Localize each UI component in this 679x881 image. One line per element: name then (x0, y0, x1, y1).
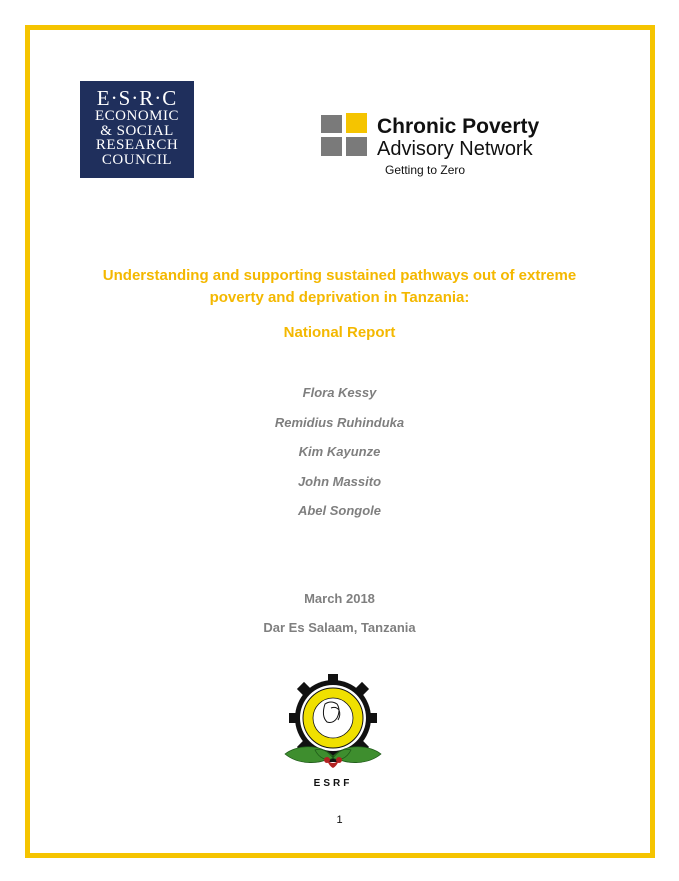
report-title-line: Understanding and supporting sustained pathways out of extreme (102, 267, 577, 284)
author-name: Remidius Ruhinduka (274, 414, 405, 430)
report-title (60, 265, 619, 309)
cpan-title: Chronic Poverty (377, 115, 540, 138)
report-date: March 2018 (304, 591, 375, 606)
author-list (0, 378, 679, 526)
page-number: 1 (336, 814, 343, 826)
four-squares-icon (321, 113, 371, 158)
cpan-tagline: Getting to Zero (385, 163, 466, 177)
cpan-logo (321, 113, 571, 183)
report-location: Dar Es Salaam, Tanzania (263, 620, 416, 635)
esrf-label: ESRF (313, 778, 353, 789)
esrc-logo-line: & SOCIAL (100, 122, 174, 139)
esrc-logo-line: COUNCIL (101, 151, 173, 168)
report-subtitle: National Report (283, 324, 396, 341)
author-name: Flora Kessy (302, 385, 377, 400)
author-name: Abel Songole (297, 503, 382, 518)
esrc-logo (80, 81, 194, 178)
esrc-logo-line: RESEARCH (95, 137, 179, 153)
author-name: Kim Kayunze (298, 444, 381, 459)
author-name: John Massito (297, 473, 382, 489)
report-title-line: poverty and deprivation in Tanzania: (209, 289, 470, 306)
esrc-logo-line: E·S·R·C (96, 86, 178, 110)
esrc-logo-line: ECONOMIC (94, 108, 179, 124)
cpan-subtitle: Advisory Network (377, 138, 533, 160)
esrf-emblem-icon (283, 672, 383, 790)
